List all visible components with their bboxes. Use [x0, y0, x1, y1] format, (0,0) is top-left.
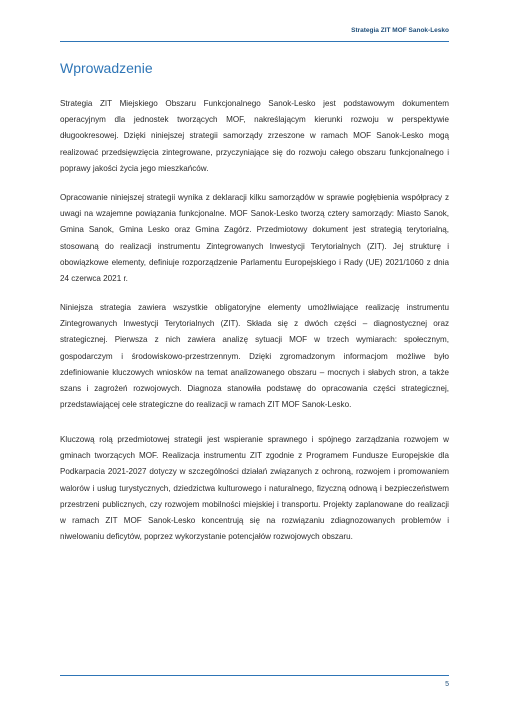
- body-paragraph: Kluczową rolą przedmiotowej strategii jest wspieranie sprawnego i spójnego zarządzania rozwojem w gminach tworzących MOF. Realizacja instrumentu ZIT zgodnie z Programem Fundusze Europejskie dla Podkarpacia 2021-2027 dotyczy w szczególności działań związanych z ochroną, rozwojem i promowaniem walorów i usług turystycznych, dziedzictwa kulturowego i naturalnego, fizyczną odnową i bezpieczeństwem przestrzeni publicznych, czy rozwojem mobilności miejskiej i transportu. Projekty zaplanowane do realizacji w ramach ZIT MOF Sanok-Lesko koncentrują się na rozwiązaniu zdiagnozowanych problemów i niwelowaniu deficytów, poprzez wykorzystanie potencjałów rozwojowych obszaru.: [60, 435, 449, 542]
- body-paragraph: Niniejsza strategia zawiera wszystkie obligatoryjne elementy umożliwiające realizację instrumentu Zintegrowanych Inwestycji Terytorialnych (ZIT). Składa się z dwóch części – diagnostycznej oraz strategicznej. Pierwsza z nich zawiera analizę sytuacji MOF w trzech wymiarach: społecznym, gospodarczym i środowiskowo-przestrzennym. Dzięki zgromadzonym informacjom możliwe było zdefiniowanie kluczowych wniosków na temat analizowanego obszaru – mocnych i słabych stron, a także szans i zagrożeń rozwojowych. Diagnoza stanowiła podstawę do opracowania części strategicznej, przedstawiającej cele strategiczne do realizacji w ramach ZIT MOF Sanok-Lesko.: [60, 303, 449, 410]
- body-paragraph: Strategia ZIT Miejskiego Obszaru Funkcjonalnego Sanok-Lesko jest podstawowym dokumentem operacyjnym dla jednostek tworzących MOF, nakreślającym kierunki rozwoju w perspektywie długookresowej. Dzięki niniejszej strategii samorządy zrzeszone w ramach MOF Sanok-Lesko mogą realizować przedsięwzięcia zintegrowane, przyczyniające się do rozwoju całego obszaru funkcjonalnego i poprawy jakości życia jego mieszkańców.: [60, 99, 449, 173]
- section-heading: Wprowadzenie: [60, 60, 153, 76]
- header-divider: [60, 41, 449, 42]
- page-number: 5: [445, 681, 449, 688]
- footer-divider: [60, 675, 449, 676]
- body-paragraph: Opracowanie niniejszej strategii wynika z deklaracji kilku samorządów w sprawie pogłębienia współpracy z uwagi na wzajemne powiązania funkcjonalne. MOF Sanok-Lesko tworzą cztery samorządy: Miasto Sanok, Gmina Sanok, Gmina Lesko oraz Gmina Zagórz. Przedmiotowy dokument jest strategią terytorialną, stosowaną do realizacji instrumentu Zintegrowanych Inwestycji Terytorialnych (ZIT). Jej strukturę i obowiązkowe elementy, definiuje rozporządzenie Parlamentu Europejskiego i Rady (UE) 2021/1060 z dnia 24 czerwca 2021 r.: [60, 193, 449, 284]
- header-title: Strategia ZIT MOF Sanok-Lesko: [351, 27, 449, 34]
